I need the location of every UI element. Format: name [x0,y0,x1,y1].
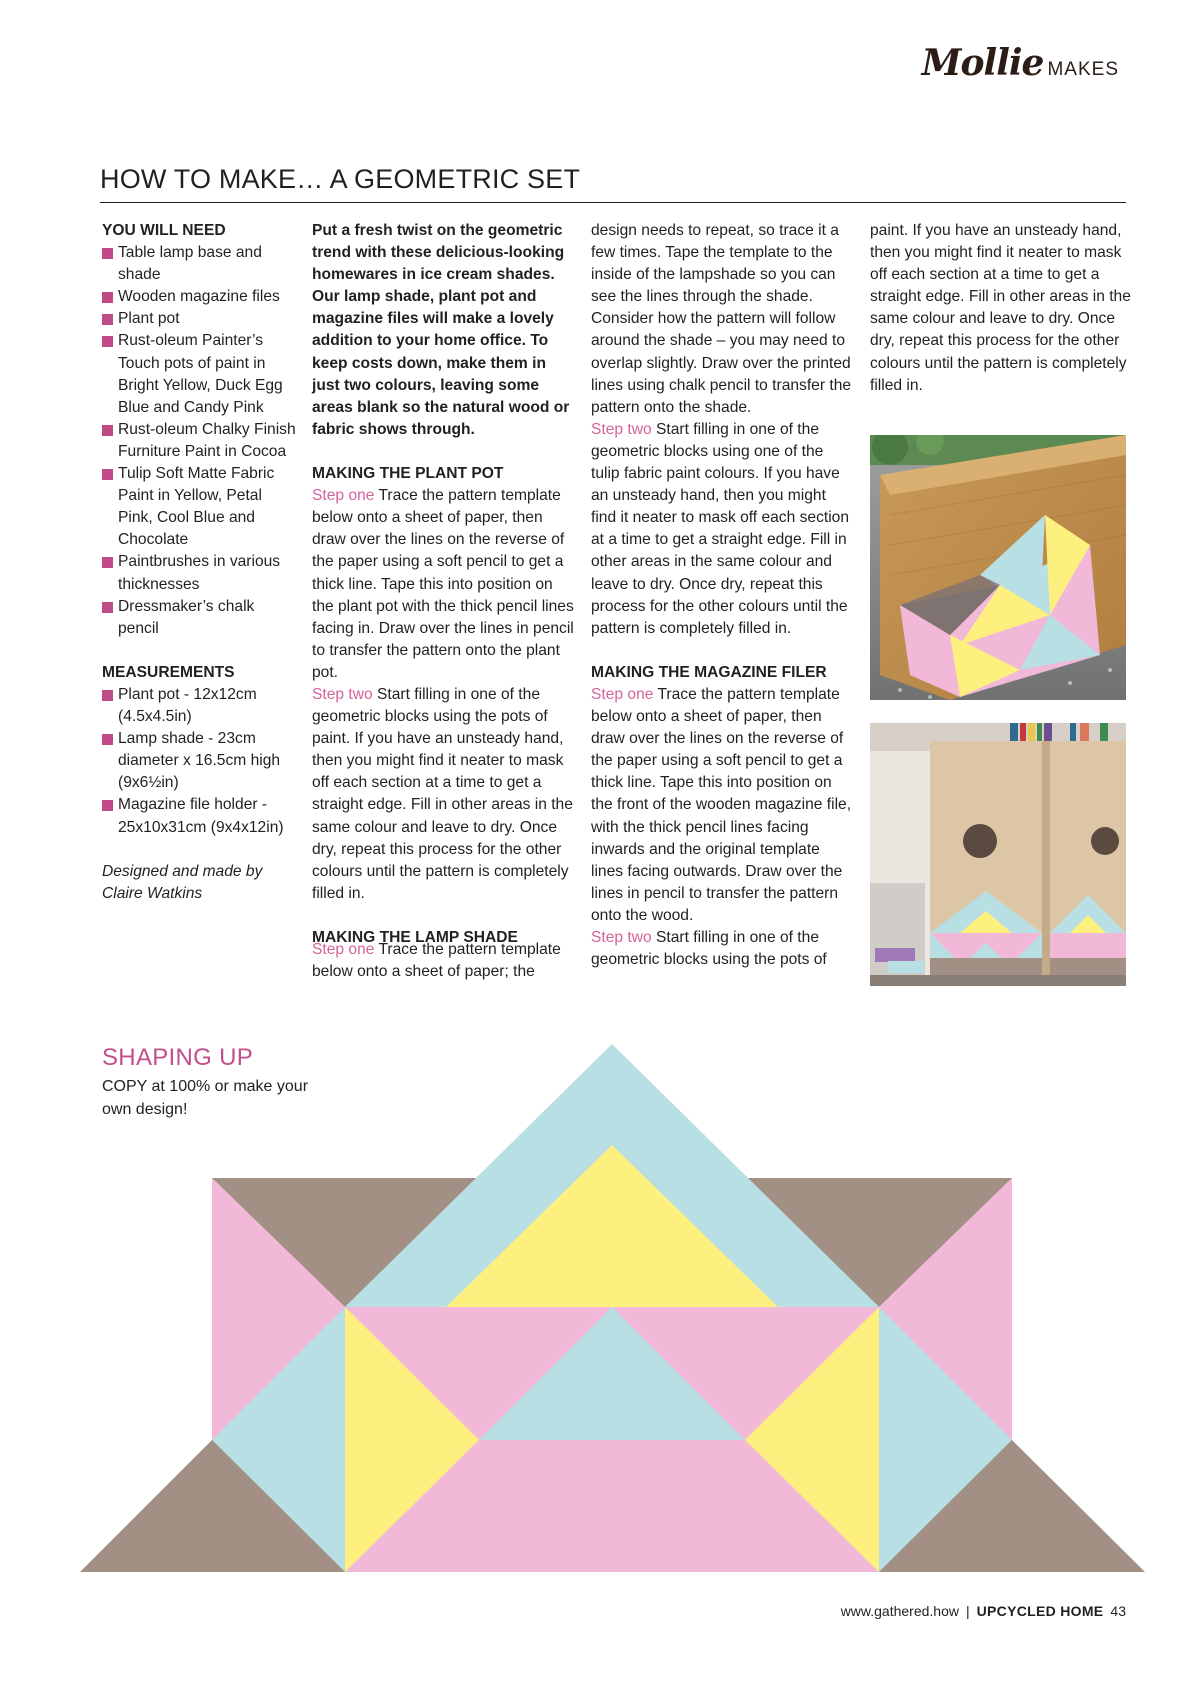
title-divider [100,202,1126,203]
list-item: Plant pot - 12x12cm (4.5x4.5in) [102,684,298,728]
magazine-filer-step-one: Step one Trace the pattern template below onto a sheet of paper, then draw over the lines on the reverse of the paper using a soft pencil to get a thick line. Tape this into position on the front of the wooden magazine file, with the thick pencil lines facing inwards and the original template lines facing outwards. Draw over the lines in pencil to transfer the pattern onto the wood. [591,685,852,924]
lamp-shade-column [591,220,853,971]
step-label: Step one [312,487,375,505]
template-pink-band [345,1307,879,1440]
list-item: Wooden magazine files [102,286,298,308]
bullet-square [102,800,113,811]
template-cocoa-bottom-right [879,1440,1145,1572]
template-pink-base [212,1178,1012,1572]
template-cocoa-top-right [747,1178,1012,1307]
brand-script: Mollie [921,42,1044,84]
bullet-square [102,557,113,568]
step-label: Step two [591,929,652,946]
template-pink-bottom [345,1440,879,1572]
plant-pot-illustration [870,435,1126,700]
template-cocoa-top-left [212,1178,477,1307]
footer-url[interactable]: www.gathered.how [840,1603,959,1619]
template-pink-right [879,1178,1012,1440]
list-item: Tulip Soft Matte Fabric Paint in Yellow, Petal Pink, Cool Blue and Chocolate [102,463,298,551]
step-label: Step one [591,685,654,703]
designer-credit: Designed and made by Claire Watkins [102,862,263,902]
template-pink-left [212,1178,345,1440]
template-blue-center [479,1307,745,1440]
step-label: Step two [312,685,373,703]
bullet-square [102,425,113,436]
you-will-need-list [102,242,298,640]
brand-logo [922,42,1119,84]
intro-paragraph: Put a fresh twist on the geometric trend with these delicious-looking homewares in ice cream shades. Our lamp shade, plant pot and magazine files will make a lovely addition to your home office. To keep costs down, make them in just two colours, leaving some areas blank so the natural wood or fabric shows through. [312,222,570,438]
magazine-filer-heading: MAKING THE MAGAZINE FILER [591,663,827,681]
template-cocoa-bottom-left [80,1440,345,1572]
lamp-shade-step-one-cont: design needs to repeat, so trace it a few times. Tape the template to the inside of the lampshade so you can see the lines through the shade. Consider how the pattern will follow around the shade – you may need to overlap slightly. Draw over the printed lines using chalk pencil to transfer the pattern onto the shade. [591,222,852,416]
bullet-square [102,336,113,347]
list-item: Paintbrushes in various thicknesses [102,551,298,595]
template-cocoa-bottom-left-fill [212,1440,345,1572]
bullet-square [102,602,113,613]
page-footer [841,1603,1126,1619]
bullet-square [102,690,113,701]
list-item: Plant pot [102,308,298,330]
measurements-list [102,684,298,839]
list-item: Magazine file holder - 25x10x31cm (9x4x12in) [102,794,298,838]
bullet-square [102,248,113,259]
bullet-square [102,734,113,745]
measurements-heading: MEASUREMENTS [102,663,235,681]
bullet-square [102,469,113,480]
lamp-shade-step-two: Step two Start filling in one of the geometric blocks using one of the tulip fabric paint colours. If you have an unsteady hand, then you might find it neater to mask off each section at a time to get a straight edge. Fill in other areas in the same colour and leave to dry. Once dry, repeat this process for the other colours until the pattern is completely filled in. [591,420,850,637]
page-number: 43 [1110,1603,1126,1619]
magazine-filer-step-two-cont: paint. If you have an unsteady hand, then you might find it neater to mask off each section at a time to get a straight edge. Fill in other areas in the same colour and leave to dry. Once dry, repeat this process for the other colours until the pattern is completely filled in. [870,222,1131,394]
template-blue-left [212,1307,345,1572]
list-item: Rust-oleum Painter’s Touch pots of paint in Bright Yellow, Duck Egg Blue and Candy Pink [102,330,298,418]
list-item: Lamp shade - 23cm diameter x 16.5cm high (9x6½in) [102,728,298,794]
step-label: Step two [591,420,652,438]
footer-separator: | [965,1603,970,1619]
shaping-up-heading: SHAPING UP [102,1044,254,1071]
plant-pot-heading: MAKING THE PLANT POT [312,465,504,483]
footer-section: UPCYCLED HOME [976,1603,1104,1619]
lamp-shade-heading: MAKING THE LAMP SHADE [312,929,518,946]
plant-pot-photo [870,435,1126,700]
you-will-need-heading: YOU WILL NEED [102,222,226,239]
template-yellow-left [345,1307,479,1572]
plant-pot-step-two: Step two Start filling in one of the geometric blocks using the pots of paint. If you have an unsteady hand, then you might find it neater to mask off each section at a time to get a straight edge. Fill in other areas in the same colour and leave to dry. Once dry, repeat this process for the other colours until the pattern is completely filled in. [312,685,573,902]
template-yellow-peak [446,1145,778,1307]
magazine-filer-step-two-start: Step two Start filling in one of the geometric blocks using the pots of [591,929,827,969]
brand-makes: MAKES [1047,59,1119,80]
template-blue-right [879,1307,1012,1572]
intro-column [312,220,574,949]
magazine-files-photo [870,723,1126,986]
bullet-square [102,292,113,303]
lamp-shade-step-one-start: Step one Trace the pattern template below onto a sheet of paper; the [312,941,561,981]
magazine-files-illustration [870,723,1126,986]
materials-column [102,220,298,905]
list-item: Rust-oleum Chalky Finish Furniture Paint in Cocoa [102,419,298,463]
page-title: HOW TO MAKE… A GEOMETRIC SET [100,164,581,194]
magazine-filer-column [870,220,1132,397]
list-item: Table lamp base and shade [102,242,298,286]
shaping-up-subtitle: COPY at 100% or make your own design! [102,1078,309,1118]
plant-pot-step-one: Step one Trace the pattern template below onto a sheet of paper, then draw over the lines on the reverse of the paper using a soft pencil to get a thick line. Tape this into position on the plant pot with the thick pencil lines facing in. Draw over the lines in pencil to transfer the pattern onto the plant pot. [312,487,574,681]
template-blue-peak [345,1044,879,1307]
template-yellow-right [745,1307,879,1572]
template-cocoa-bottom-right-fill [879,1440,1012,1572]
bullet-square [102,314,113,325]
step-label: Step one [312,941,375,958]
list-item: Dressmaker’s chalk pencil [102,596,298,640]
